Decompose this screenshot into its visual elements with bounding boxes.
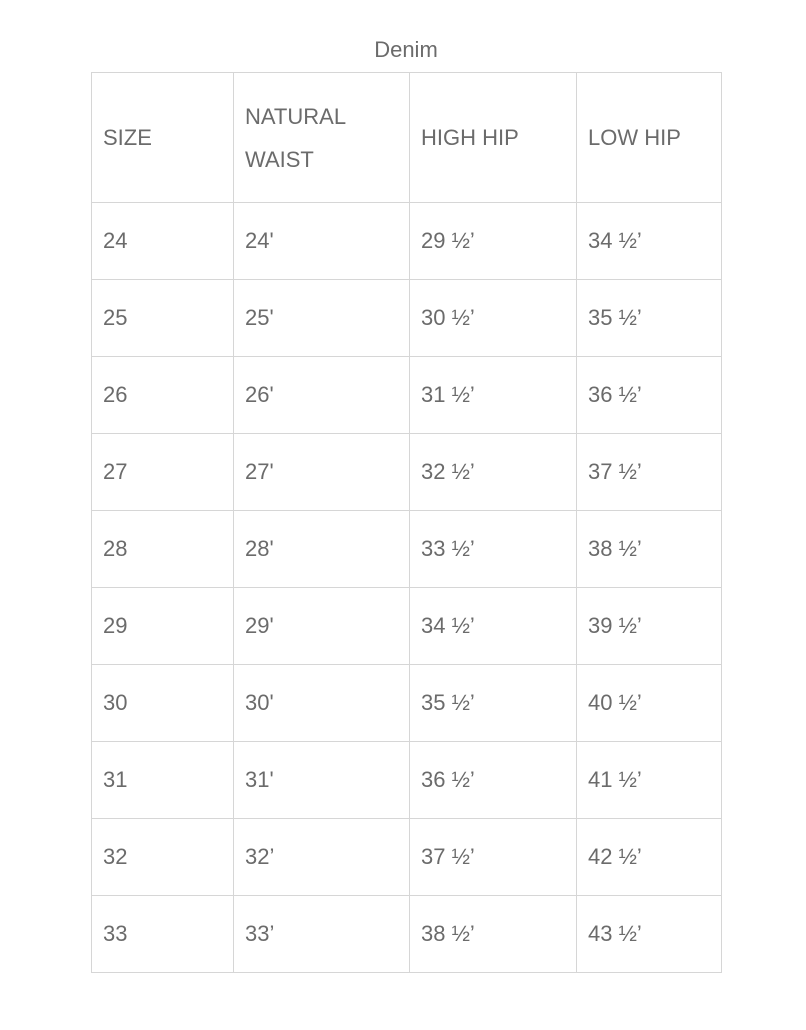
- table-row: [92, 434, 722, 511]
- table-row: [92, 819, 722, 896]
- table-header: [92, 73, 722, 203]
- cell-natural-waist: 31': [234, 742, 410, 819]
- cell-low-hip: 43 ½’: [577, 896, 722, 973]
- cell-natural-waist: 32’: [234, 819, 410, 896]
- cell-high-hip: 35 ½’: [410, 665, 577, 742]
- table-row: [92, 203, 722, 280]
- cell-size: 28: [92, 511, 234, 588]
- page-title: Denim: [374, 37, 438, 62]
- table-body: [92, 203, 722, 973]
- cell-high-hip: 34 ½’: [410, 588, 577, 665]
- cell-size: 29: [92, 588, 234, 665]
- header-row: [92, 73, 722, 203]
- cell-low-hip: 37 ½’: [577, 434, 722, 511]
- cell-high-hip: 38 ½’: [410, 896, 577, 973]
- cell-high-hip: 33 ½’: [410, 511, 577, 588]
- table-row: [92, 588, 722, 665]
- cell-natural-waist: 30': [234, 665, 410, 742]
- cell-size: 32: [92, 819, 234, 896]
- cell-size: 33: [92, 896, 234, 973]
- cell-low-hip: 36 ½’: [577, 357, 722, 434]
- cell-low-hip: 38 ½’: [577, 511, 722, 588]
- cell-size: 24: [92, 203, 234, 280]
- header-high-hip: HIGH HIP: [410, 73, 577, 203]
- cell-natural-waist: 24': [234, 203, 410, 280]
- cell-low-hip: 41 ½’: [577, 742, 722, 819]
- cell-high-hip: 31 ½’: [410, 357, 577, 434]
- cell-high-hip: 37 ½’: [410, 819, 577, 896]
- cell-size: 27: [92, 434, 234, 511]
- cell-high-hip: 30 ½’: [410, 280, 577, 357]
- cell-natural-waist: 26': [234, 357, 410, 434]
- cell-high-hip: 36 ½’: [410, 742, 577, 819]
- table-row: [92, 896, 722, 973]
- cell-size: 30: [92, 665, 234, 742]
- header-low-hip: LOW HIP: [577, 73, 722, 203]
- header-size: SIZE: [92, 73, 234, 203]
- cell-low-hip: 42 ½’: [577, 819, 722, 896]
- table-row: [92, 665, 722, 742]
- cell-low-hip: 35 ½’: [577, 280, 722, 357]
- cell-size: 26: [92, 357, 234, 434]
- cell-low-hip: 39 ½’: [577, 588, 722, 665]
- table-row: [92, 357, 722, 434]
- table-row: [92, 280, 722, 357]
- cell-natural-waist: 25': [234, 280, 410, 357]
- cell-natural-waist: 28': [234, 511, 410, 588]
- cell-natural-waist: 27': [234, 434, 410, 511]
- size-chart-table: [91, 72, 722, 973]
- cell-low-hip: 40 ½’: [577, 665, 722, 742]
- cell-size: 31: [92, 742, 234, 819]
- cell-low-hip: 34 ½’: [577, 203, 722, 280]
- table-row: [92, 742, 722, 819]
- header-natural-waist: NATURAL WAIST: [234, 73, 410, 203]
- cell-high-hip: 32 ½’: [410, 434, 577, 511]
- table-row: [92, 511, 722, 588]
- cell-size: 25: [92, 280, 234, 357]
- cell-natural-waist: 29': [234, 588, 410, 665]
- cell-natural-waist: 33’: [234, 896, 410, 973]
- cell-high-hip: 29 ½’: [410, 203, 577, 280]
